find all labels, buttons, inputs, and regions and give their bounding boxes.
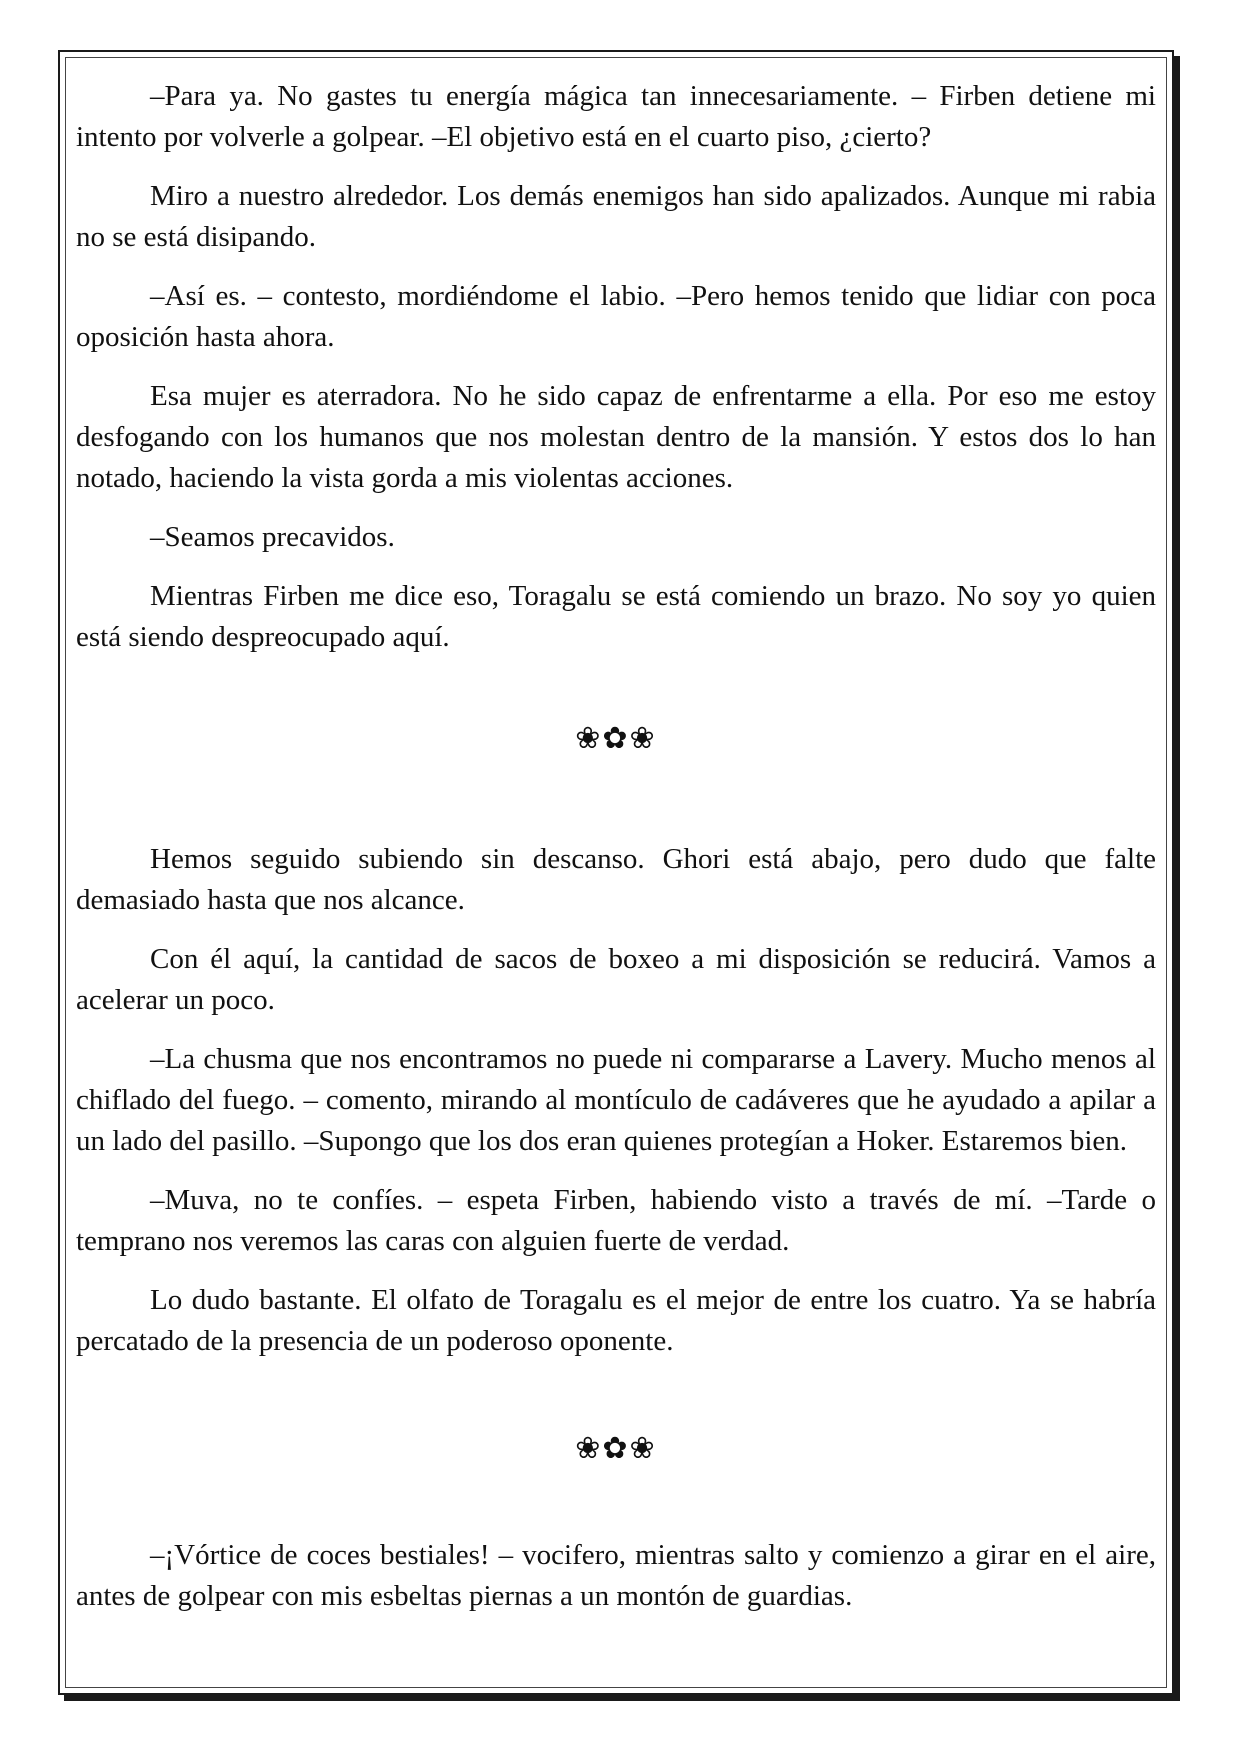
paragraph: Esa mujer es aterradora. No he sido capaz de enfrentarme a ella. Por eso me estoy desfogando con los humanos que nos molestan dentro de la mansión. Y estos dos lo han notado, haciendo la vista gorda a mis violentas acciones. <box>76 380 1156 494</box>
page-frame <box>58 50 1174 1695</box>
paragraph: Lo dudo bastante. El olfato de Toragalu es el mejor de entre los cuatro. Ya se habría percatado de la presencia de un poderoso oponente. <box>76 1284 1156 1357</box>
paragraph: Miro a nuestro alrededor. Los demás enemigos han sido apalizados. Aunque mi rabia no se está disipando. <box>76 180 1156 253</box>
flower-separator-icon: ❀✿❀ <box>575 721 657 756</box>
paragraph: Con él aquí, la cantidad de sacos de boxeo a mi disposición se reducirá. Vamos a acelerar un poco. <box>76 943 1156 1016</box>
paragraph: –¡Vórtice de coces bestiales! – vocifero, mientras salto y comienzo a girar en el aire, antes de golpear con mis esbeltas piernas a un montón de guardias. <box>76 1539 1156 1612</box>
flower-separator-icon: ❀✿❀ <box>575 1431 657 1466</box>
paragraph: –Así es. – contesto, mordiéndome el labio. –Pero hemos tenido que lidiar con poca oposición hasta ahora. <box>76 280 1156 353</box>
paragraph: Hemos seguido subiendo sin descanso. Ghori está abajo, pero dudo que falte demasiado hasta que nos alcance. <box>76 843 1156 916</box>
paragraph: Mientras Firben me dice eso, Toragalu se está comiendo un brazo. No soy yo quien está siendo despreocupado aquí. <box>76 580 1156 653</box>
paragraph: –Seamos precavidos. <box>150 521 395 553</box>
paragraph: –Para ya. No gastes tu energía mágica tan innecesariamente. – Firben detiene mi intento por volverle a golpear. –El objetivo está en el cuarto piso, ¿cierto? <box>76 80 1156 153</box>
page-content <box>76 76 1156 1635</box>
paragraph: –La chusma que nos encontramos no puede ni compararse a Lavery. Mucho menos al chiflado del fuego. – comento, mirando al montículo de cadáveres que he ayudado a apilar a un lado del pasillo. –Supongo que los dos eran quienes protegían a Hoker. Estaremos bien. <box>76 1043 1156 1157</box>
paragraph: –Muva, no te confíes. – espeta Firben, habiendo visto a través de mí. –Tarde o temprano nos veremos las caras con alguien fuerte de verdad. <box>76 1184 1156 1257</box>
